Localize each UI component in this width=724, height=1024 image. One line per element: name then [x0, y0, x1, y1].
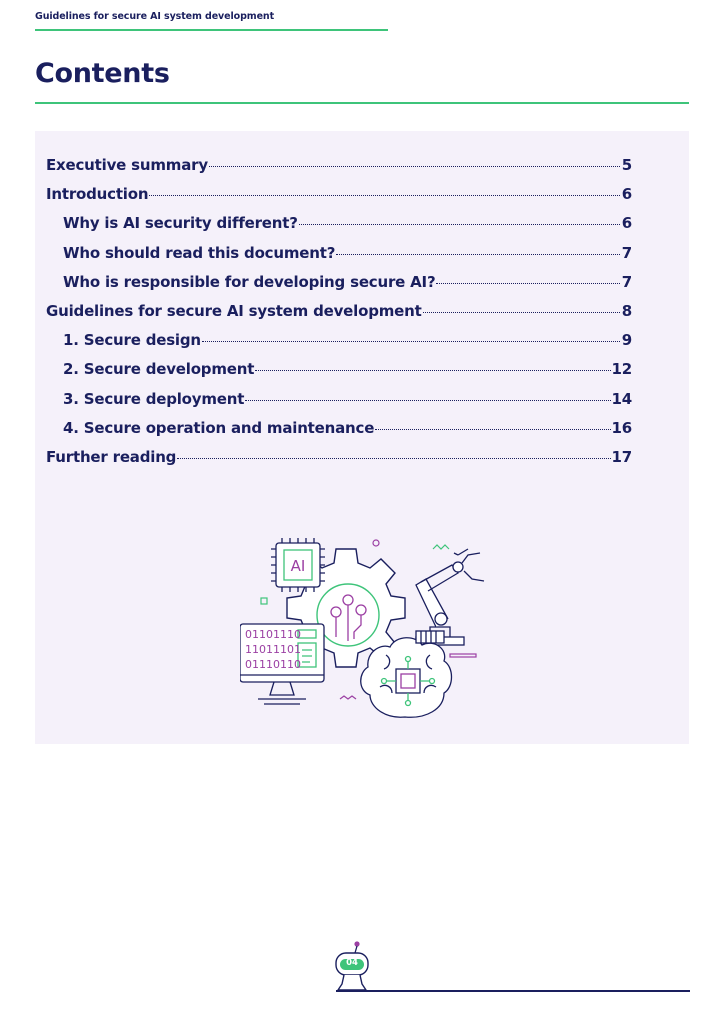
toc-entry-label: 3. Secure deployment	[63, 389, 245, 408]
toc-entry-label: 1. Secure design	[63, 331, 201, 350]
toc-page-number: 16	[611, 418, 632, 437]
monitor-icon	[240, 624, 324, 704]
toc-entry-label: Who should read this document?	[63, 243, 336, 262]
header-divider	[35, 29, 388, 31]
toc-page-number: 6	[621, 214, 632, 233]
toc-entry[interactable]	[46, 214, 632, 243]
toc-page-number: 6	[621, 185, 632, 204]
toc-page-number: 5	[621, 156, 632, 174]
toc-leader	[375, 429, 610, 430]
toc-page-number: 7	[621, 243, 632, 262]
toc-entry[interactable]	[46, 273, 632, 302]
toc-entry[interactable]	[46, 419, 632, 448]
page-number: 04	[346, 958, 358, 968]
ai-security-illustration	[240, 537, 490, 727]
toc-leader	[436, 283, 620, 284]
toc-leader	[202, 341, 620, 342]
toc-entry[interactable]	[46, 302, 632, 331]
ai-chip-icon	[271, 538, 325, 592]
toc-entry-label: Introduction	[46, 185, 149, 204]
toc-page-number: 12	[611, 360, 632, 379]
ai-chip-label: AI	[290, 557, 306, 575]
toc-entry[interactable]	[46, 360, 632, 389]
toc-entry-label: Further reading	[46, 447, 177, 466]
toc-leader	[423, 312, 620, 313]
toc-page-number: 9	[621, 331, 632, 350]
toc-leader	[245, 400, 610, 401]
binary-line-1: 01101110	[245, 628, 301, 641]
binary-line-3: 01110110	[245, 658, 301, 671]
toc-entry[interactable]	[46, 185, 632, 214]
page-title: Contents	[35, 58, 170, 89]
toc-entry[interactable]	[46, 448, 632, 477]
toc-entry-label: 2. Secure development	[63, 360, 255, 379]
toc-leader	[255, 370, 610, 371]
toc-page-number: 7	[621, 272, 632, 291]
title-divider	[35, 102, 689, 104]
toc-leader	[209, 166, 620, 167]
footer-divider	[336, 990, 690, 992]
toc-entry[interactable]	[46, 156, 632, 185]
toc-entry[interactable]	[46, 390, 632, 419]
toc-leader	[299, 224, 620, 225]
toc-entry-label: Executive summary	[46, 156, 208, 174]
toc-entry-label: Why is AI security different?	[63, 214, 298, 233]
toc-leader	[336, 254, 620, 255]
toc-page-number: 17	[611, 447, 632, 466]
toc-page-number: 8	[621, 301, 632, 320]
toc-entry-label: 4. Secure operation and maintenance	[63, 418, 375, 437]
toc-entry[interactable]	[46, 331, 632, 360]
toc-entry-label: Who is responsible for developing secure AI?	[63, 272, 436, 291]
toc-entry-label: Guidelines for secure AI system development	[46, 301, 422, 320]
toc-leader	[177, 458, 610, 459]
table-of-contents	[46, 156, 632, 477]
running-header: Guidelines for secure AI system development	[35, 11, 275, 22]
toc-page-number: 14	[611, 389, 632, 408]
toc-leader	[149, 195, 620, 196]
toc-entry[interactable]	[46, 244, 632, 273]
binary-line-2: 11011101	[245, 643, 301, 656]
